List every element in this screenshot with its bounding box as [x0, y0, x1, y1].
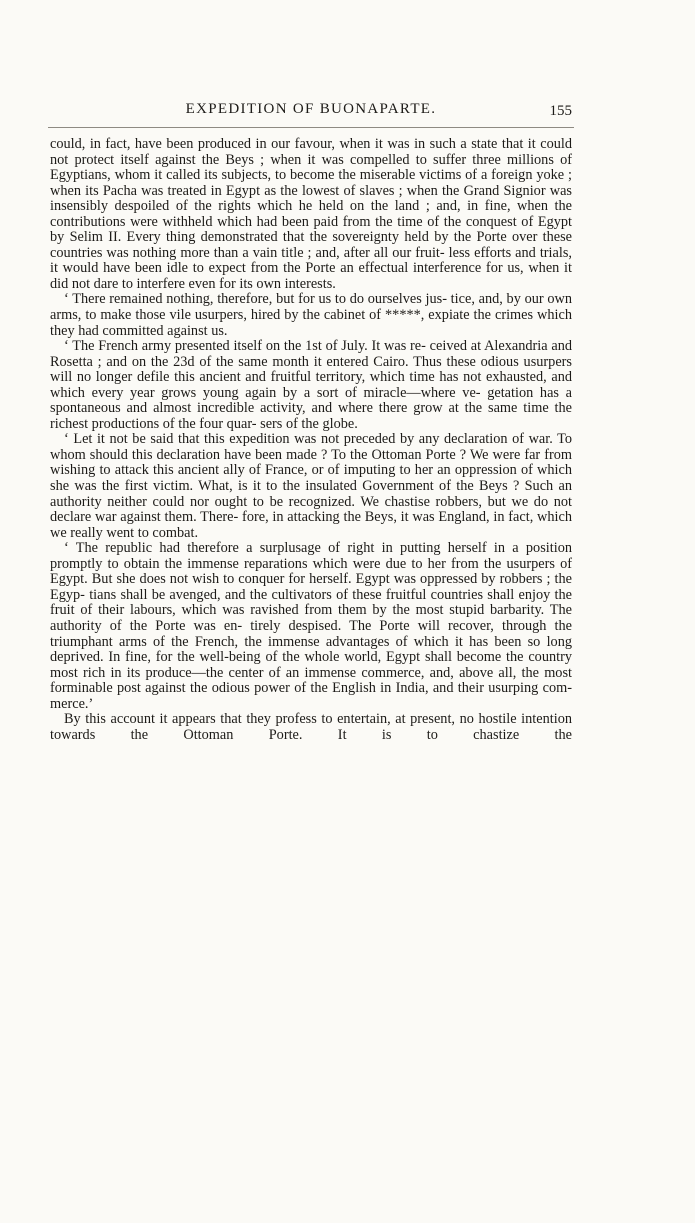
paragraph-republic: ‘ The republic had therefore a surplusage of right in putting herself in a position promptly to obtain the immense reparations which were due to her from the usurpers of Egypt. But she does not wish to conquer for herself. Egypt was oppressed by robbers ; the Egyp- tians shall be avenged, and the cultivators of these fruitful countries shall enjoy the fruit of their labours, which was ravished from them by the most stupid barbarity. The authority of the Porte was en- tirely despised. The Porte will recover, through the triumphant arms of the French, the immense advantages of which it has been so long deprived. In fine, for the well-being of the whole world, Egypt shall become the country most rich in its produce—the center of an immense commerce, and, above all, the most forminable post against the odious power of the English in India, and their usurping com- merce.’ — [50, 540, 572, 712]
running-title: EXPEDITION OF BUONAPARTE. — [185, 101, 437, 117]
running-head — [50, 101, 572, 123]
header-rule — [48, 127, 574, 128]
paragraph-jus-tice: ‘ There remained nothing, therefore, but for us to do ourselves jus- tice, and, by our own arms, to make those vile usurpers, hired by the cabinet of *****, expiate the crimes which they had committed against us. — [50, 291, 572, 339]
paragraph-continued: could, in fact, have been produced in our favour, when it was in such a state that it could not protect itself against the Beys ; when it was compelled to suffer three millions of Egyptians, whom it called its subjects, to become the miserable victims of a foreign yoke ; when its Pacha was treated in Egypt as the lowest of slaves ; when the Grand Signior was insensibly despoiled of the rights which he held on the land ; and, in fine, when the contributions were withheld which had been paid from the time of the conquest of Egypt by Selim II. Every thing demonstrated that the sovereignty held by the Porte over these countries was nothing more than a vain title ; and, after all our fruit- less efforts and trials, it would have been idle to expect from the Porte an effectual interference for us, when it did not dare to interfere even for its own interests. — [50, 136, 572, 292]
paragraph-declaration-of-war: ‘ Let it not be said that this expedition was not preceded by any declaration of war. To whom should this declaration have been made ? To the Ottoman Porte ? We were far from wishing to attack this ancient ally of France, or of imputing to her an oppression of which she was the first victim. What, is it to the insulated Government of the Beys ? Such an authority neither could nor ought to be recognized. We chastise robbers, but we do not declare war against them. There- fore, in attacking the Beys, it was England, in fact, which we really went to combat. — [50, 431, 572, 541]
page-number: 155 — [549, 103, 572, 119]
paragraph-ottoman-porte: By this account it appears that they profess to entertain, at present, no hostile intention towards the Ottoman Porte. It is to chastize the — [50, 711, 572, 743]
body-text — [50, 137, 572, 743]
paragraph-french-army: ‘ The French army presented itself on the 1st of July. It was re- ceived at Alexandria and Rosetta ; and on the 23d of the same month it entered Cairo. Thus these odious usurpers will no longer defile this ancient and fruitful territory, which time has not exhausted, and which every year grows young again by a sort of miracle—where ve- getation has a spontaneous and almost incredible activity, and where there grow at the same time the richest productions of the four quar- sers of the globe. — [50, 338, 572, 432]
